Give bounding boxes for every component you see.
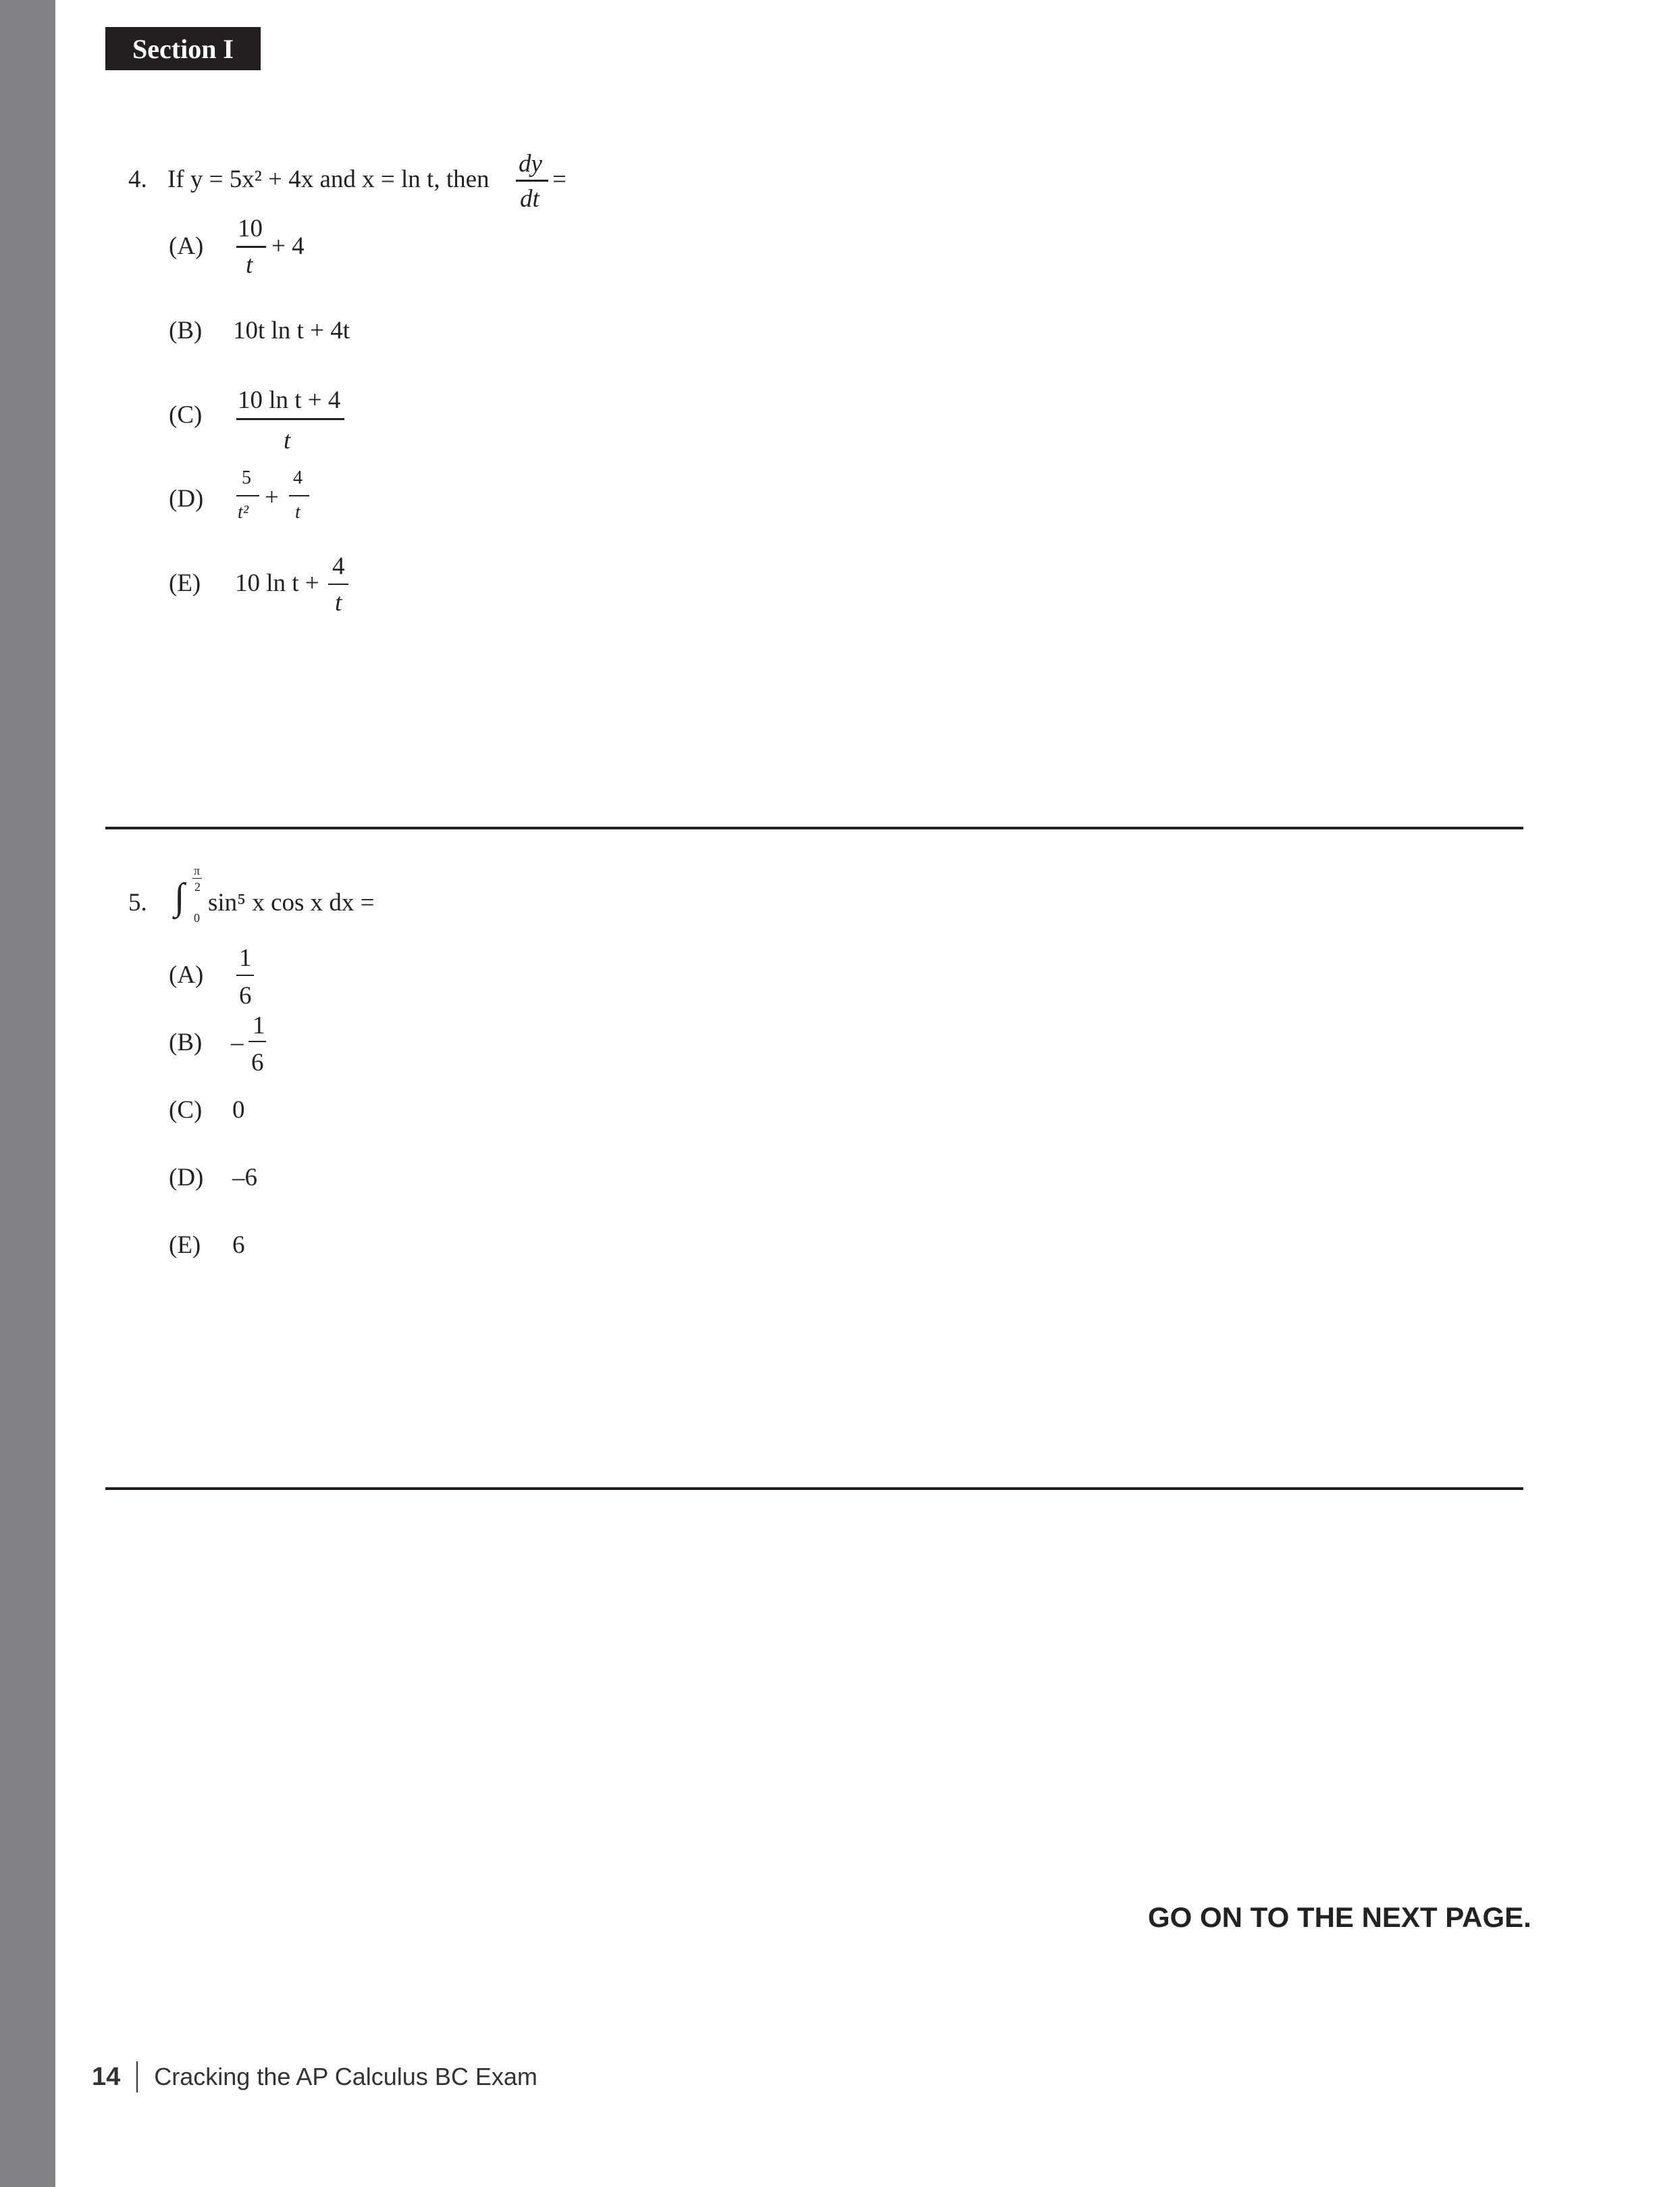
q4-option-d-den1: t² — [238, 502, 249, 523]
q5-option-e-label[interactable]: (E) — [169, 1231, 201, 1259]
q5-upper-den: 2 — [194, 880, 201, 894]
q4-option-c-num: 10 ln t + 4 — [238, 386, 341, 414]
q4-option-e-lead: 10 ln t + — [235, 569, 319, 597]
q4-option-a-tail: + 4 — [271, 232, 305, 260]
q4-equals: = — [552, 165, 567, 193]
q4-stem: If y = 5x² + 4x and x = ln t, then — [167, 165, 490, 193]
q5-option-d-text: –6 — [232, 1164, 257, 1191]
divider-rule — [105, 827, 1523, 829]
q5-option-d-label[interactable]: (D) — [169, 1164, 204, 1191]
q5-option-a-den: 6 — [239, 982, 252, 1010]
q5-option-b-bar — [248, 1041, 266, 1042]
divider-rule — [105, 1487, 1523, 1490]
q4-option-c-den: t — [284, 427, 291, 455]
q4-option-d-den2: t — [295, 502, 300, 523]
q5-option-a-label[interactable]: (A) — [169, 961, 204, 989]
q4-option-e-bar — [328, 584, 348, 585]
footer-separator — [136, 2061, 138, 2092]
q4-option-c-label[interactable]: (C) — [169, 401, 203, 429]
q5-option-a-bar — [236, 975, 254, 976]
q5-option-b-den: 6 — [251, 1049, 264, 1077]
q5-option-b-label[interactable]: (B) — [169, 1029, 203, 1056]
q4-option-a-num: 10 — [238, 215, 263, 242]
q5-option-c-label[interactable]: (C) — [169, 1096, 203, 1124]
q4-option-d-label[interactable]: (D) — [169, 485, 204, 513]
q4-option-b-label[interactable]: (B) — [169, 317, 203, 344]
q5-upper-bar — [192, 878, 202, 879]
q4-option-e-label[interactable]: (E) — [169, 569, 201, 597]
q5-lower-limit: 0 — [194, 911, 200, 925]
q4-option-a-label[interactable]: (A) — [169, 232, 204, 260]
section-label: Section I — [105, 27, 261, 70]
q4-number: 4. — [128, 165, 147, 193]
q4-option-e-den: t — [335, 589, 342, 617]
q4-option-d-bar2 — [289, 495, 309, 496]
q5-option-e-text: 6 — [232, 1231, 245, 1259]
side-margin-bar — [0, 0, 55, 2187]
q5-option-a-num: 1 — [239, 944, 252, 972]
q5-option-b-sign: – — [231, 1029, 244, 1056]
go-on-next-page: GO ON TO THE NEXT PAGE. — [1148, 1901, 1531, 1933]
q5-option-c-text: 0 — [232, 1096, 245, 1124]
page-footer — [92, 2061, 537, 2092]
q4-dy: dy — [519, 150, 542, 178]
page-number: 14 — [92, 2062, 121, 2091]
book-title: Cracking the AP Calculus BC Exam — [154, 2063, 537, 2090]
q5-option-b-num: 1 — [253, 1012, 265, 1039]
q4-option-c-bar — [236, 418, 344, 420]
q5-number: 5. — [128, 889, 147, 917]
q4-option-e-num: 4 — [332, 552, 345, 580]
q5-integral-sign: ∫ — [174, 876, 185, 918]
q4-option-d-bar1 — [236, 495, 259, 496]
q4-dt: dt — [520, 185, 540, 213]
q4-option-d-plus: + — [265, 484, 279, 511]
q5-upper-num: π — [194, 864, 201, 877]
q4-option-a-bar — [236, 246, 266, 248]
q4-option-a-den: t — [246, 251, 253, 279]
q4-option-d-num2: 4 — [293, 467, 303, 488]
q4-fraction-bar — [516, 180, 548, 182]
q5-integrand: sin⁵ x cos x dx = — [208, 889, 375, 917]
q4-option-b-text: 10t ln t + 4t — [233, 317, 350, 344]
q4-option-d-num1: 5 — [242, 467, 251, 488]
